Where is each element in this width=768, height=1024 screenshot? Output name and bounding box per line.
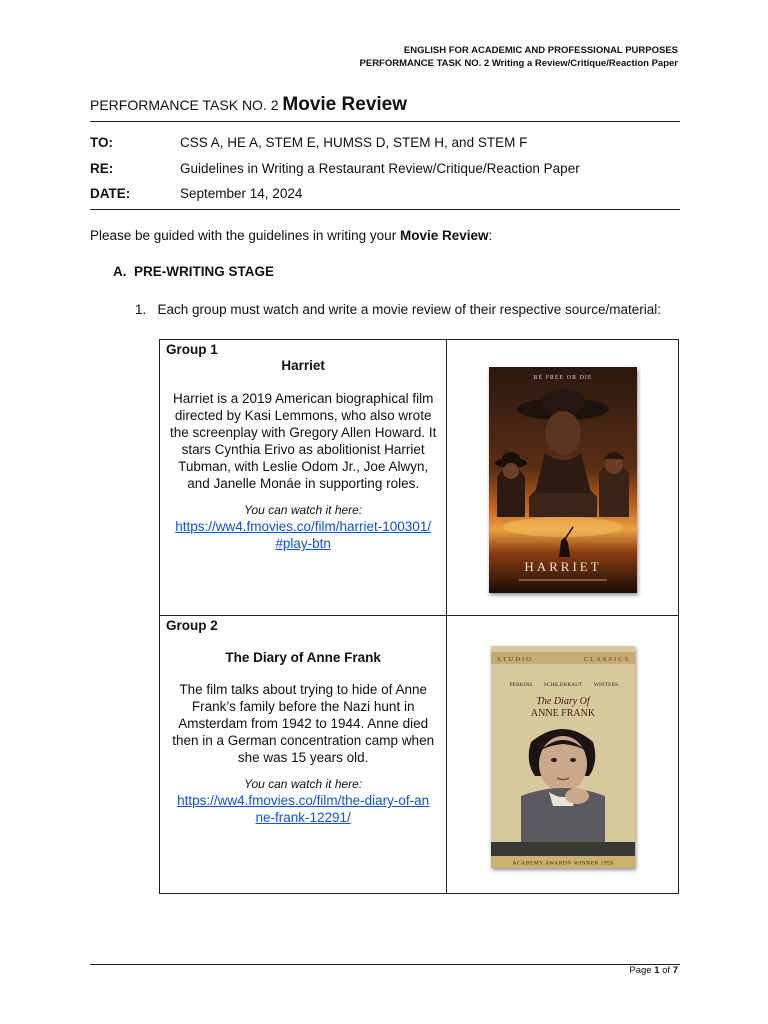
movie-description: Harriet is a 2019 American biographical film directed by Kasi Lemmons, who also wrote the screenplay with Gregory Allen Howard. It stars Cynthia Erivo as abolitionist Harriet Tubman, with Leslie Odom Jr., Joe Alwyn, and Janelle Monáe in supporting roles. <box>169 391 437 491</box>
memo-label: RE: <box>90 160 114 176</box>
memo-value: September 14, 2024 <box>180 186 303 202</box>
memo-value: Guidelines in Writing a Restaurant Review/Critique/Reaction Paper <box>180 160 580 176</box>
running-header <box>360 44 678 70</box>
memo-block <box>90 130 680 207</box>
watch-label: You can watch it here: <box>244 503 363 517</box>
intro-bold: Movie Review <box>399 228 489 243</box>
movie-link[interactable]: https://ww4.fmovies.co/film/the-diary-of-anne-frank-12291/ <box>177 793 430 825</box>
title-prefix: PERFORMANCE TASK NO. 2 <box>90 97 283 113</box>
page-total: 7 <box>672 965 678 976</box>
poster-image <box>491 646 635 868</box>
page-number <box>629 965 678 976</box>
anne-frank-poster <box>491 646 635 868</box>
memo-row-date <box>90 181 680 207</box>
memo-divider <box>90 209 680 210</box>
poster-cast: PERKINS <box>509 682 533 688</box>
poster-title: HARRIET <box>523 559 602 574</box>
poster-title-line1: The Diary Of <box>535 696 590 707</box>
memo-row-re <box>90 156 680 182</box>
section-heading <box>113 264 274 279</box>
poster-image <box>489 367 637 593</box>
intro-text: Please be guided with the guidelines in writing your <box>90 228 400 243</box>
section-title: PRE-WRITING STAGE <box>134 264 275 279</box>
header-task: PERFORMANCE TASK NO. 2 Writing a Review/Critique/Reaction Paper <box>359 58 678 69</box>
poster-banner-left: STUDIO <box>496 656 533 663</box>
page-of: of <box>659 965 673 976</box>
list-item <box>135 302 661 317</box>
intro-end: : <box>488 228 493 243</box>
list-text: Each group must watch and write a movie review of their respective source/material: <box>157 302 661 317</box>
watch-label: You can watch it here: <box>244 777 363 791</box>
footer-divider <box>90 964 680 965</box>
poster-cell <box>447 616 679 894</box>
group-table <box>159 339 679 894</box>
list-number: 1. <box>135 302 147 317</box>
group-label: Group 2 <box>166 618 218 633</box>
poster-banner-right: CLASSICS <box>583 656 630 663</box>
harriet-poster <box>489 367 637 593</box>
group-cell <box>160 340 447 616</box>
group-label: Group 1 <box>166 342 218 357</box>
movie-description: The film talks about trying to hide of Anne Frank’s family before the Nazi hunt in Amsterdam from 1942 to 1944. Anne died then in a German concentration camp when she was 15 years old. <box>172 682 435 765</box>
group-cell <box>160 616 447 894</box>
poster-cast: SCHILDKRAUT <box>543 682 583 688</box>
memo-value: CSS A, HE A, STEM E, HUMSS D, STEM H, and STEM F <box>180 135 528 151</box>
movie-title: The Diary of Anne Frank <box>225 650 381 665</box>
intro-paragraph <box>90 228 492 243</box>
table-row <box>160 616 679 894</box>
poster-title-line2: ANNE FRANK <box>530 708 595 719</box>
header-course: ENGLISH FOR ACADEMIC AND PROFESSIONAL PURPOSES <box>403 45 678 56</box>
poster-cast: WINTERS <box>593 682 618 688</box>
poster-bottom-text: ACADEMY AWARD® WINNER 1959 <box>512 860 614 867</box>
page-prefix: Page <box>629 965 655 976</box>
section-letter: A. <box>113 264 127 279</box>
page-current: 1 <box>654 965 660 976</box>
page-title <box>90 94 680 122</box>
table-row <box>160 340 679 616</box>
title-main: Movie Review <box>282 94 408 115</box>
movie-title: Harriet <box>281 358 325 373</box>
movie-link[interactable]: https://ww4.fmovies.co/film/harriet-100301/#play-btn <box>175 519 432 551</box>
memo-label: TO: <box>90 135 113 151</box>
poster-tagline: BE FREE OR DIE <box>533 375 593 381</box>
poster-cell <box>447 340 679 616</box>
memo-row-to <box>90 130 680 156</box>
memo-label: DATE: <box>90 186 131 202</box>
